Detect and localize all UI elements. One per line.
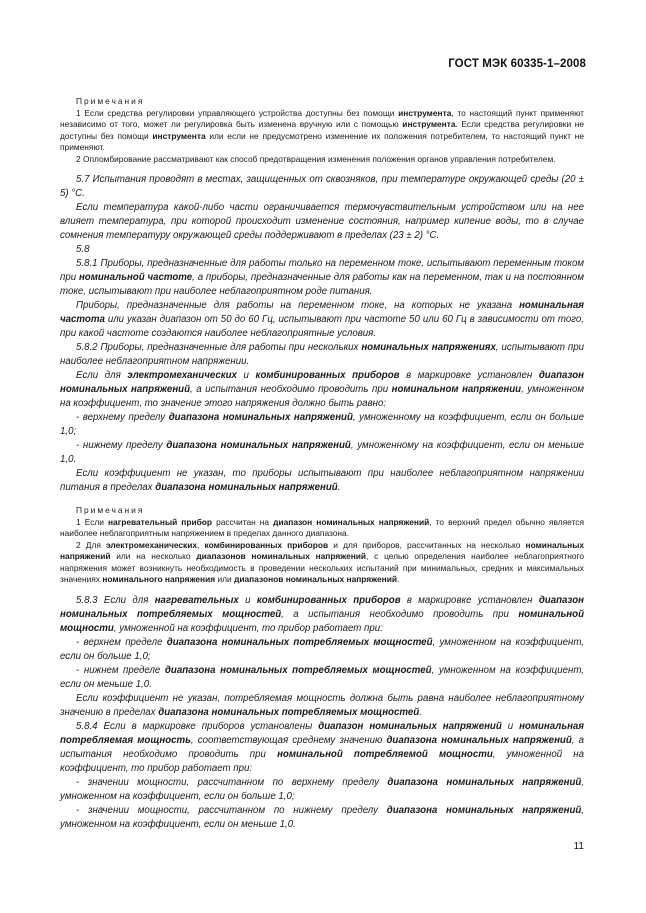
paragraph: Если для электромеханических и комбинированных приборов в маркировке установлен диапазон номинальных напряжений, а испытания необходимо проводить при номинальном напряжении, умноженном на коэффициент, то значение этого напряжения должно быть равно:	[60, 370, 585, 409]
list-item: - нижнем пределе диапазона номинальных потребляемых мощностей, умноженном на коэффициент, если он меньше 1,0.	[60, 664, 584, 690]
paragraph: 5.7 Испытания проводят в местах, защищенных от сквозняков, при температуре окружающей среды (20 ± 5) °С.	[60, 174, 584, 199]
section-5-8-3	[60, 594, 584, 832]
note-paragraph: 1 Если средства регулировки управляющего устройства доступны без помощи инструмента, то настоящий пункт применяют независимо от того, может ли регулировка быть изменена вручную или с помощью инструмента. Если средства регулировки не доступны без помощи инструмента или если не предусмотрено изменение их положения потребителем, то настоящий пункт не применяют.	[60, 107, 585, 152]
paragraph: 5.8.4 Если в маркировке приборов установлены диапазон номинальных напряжений и номинальная потребляемая мощность, соответствующая среднему значению диапазона номинальных напряжений, а испытания необходимо проводить при номинальной потребляемой мощности, умноженной на коэффициент, то прибор работает при:	[60, 720, 585, 774]
list-item: - значении мощности, рассчитанном по нижнему пределу диапазона номинальных напряжений, умноженном на коэффициент, если он меньше 1,0.	[60, 804, 584, 830]
list-item: - верхнему пределу диапазона номинальных напряжений, умноженному на коэффициент, если он больше 1,0;	[60, 412, 584, 437]
page-content	[60, 96, 584, 832]
notes-block-2	[60, 505, 584, 586]
paragraph: 5.8.3 Если для нагревательных и комбинированных приборов в маркировке установлен диапазон номинальных потребляемых мощностей, а испытания необходимо проводить при номинальной мощности, умноженной на коэффициент, то прибор работает при:	[60, 594, 584, 634]
paragraph: 5.8.2 Приборы, предназначенные для работы при нескольких номинальных напряжениях, испытывают при наиболее неблагоприятном напряжении.	[60, 342, 585, 367]
list-item: - нижнему пределу диапазона номинальных напряжений, умноженному на коэффициент, если он меньше 1,0.	[60, 440, 584, 465]
list-item: - верхнем пределе диапазона номинальных потребляемых мощностей, умноженном на коэффициент, если он больше 1,0;	[60, 636, 584, 662]
list-item: - значении мощности, рассчитанном по верхнему пределу диапазона номинальных напряжений, умноженном на коэффициент, если он больше 1,0;	[60, 776, 584, 802]
note-paragraph: 2 Для электромеханических, комбинированных приборов и для приборов, рассчитанных на несколько номинальных напряжений или на несколько диапазонов номинальных напряжений, с целью определения наиболее неблагоприятного напряжения может возникнуть необходимость в проведении нескольких испытаний при минимальных, средних и максимальных значениях номинального напряжения или диапазонов номинальных напряжений.	[60, 539, 585, 584]
paragraph: Если температура какой-либо части ограничивается термочувствительным устройством или на нее влияет температура, при которой происходит изменение состояния, например кипение воды, то в случае сомнения температуру окружающей среды поддерживают в пределах (23 ± 2) °С.	[60, 202, 584, 241]
note-paragraph: 2 Опломбирование рассматривают как способ предотвращения изменения положения органов управления потребителем.	[76, 153, 556, 164]
notes-title: Примечания	[76, 96, 145, 106]
section-5-7	[60, 173, 584, 495]
standard-header: ГОСТ МЭК 60335-1–2008	[448, 58, 586, 70]
page-number: 11	[573, 841, 584, 852]
section-number: 5.8	[76, 244, 90, 255]
notes-block-1	[60, 96, 584, 165]
paragraph: Если коэффициент не указан, то приборы испытывают при наиболее неблагоприятном напряжении питания в пределах диапазона номинальных напряжений.	[60, 468, 584, 493]
paragraph: Если коэффициент не указан, потребляемая мощность должна быть равна наиболее неблагоприятному значению в пределах диапазона номинальных потребляемых мощностей.	[60, 692, 584, 718]
notes-title: Примечания	[76, 505, 145, 515]
note-paragraph: 1 Если нагревательный прибор рассчитан на диапазон номинальных напряжений, то верхний предел обычно является наиболее неблагоприятным напряжением в пределах данного диапазона.	[60, 516, 584, 538]
paragraph: Приборы, предназначенные для работы на переменном токе, на которых не указана номинальная частота или указан диапазон от 50 до 60 Гц, испытывают при частоте 50 или 60 Гц в зависимости от того, при какой частоте создаются наиболее неблагоприятные условия.	[60, 300, 584, 339]
paragraph: 5.8.1 Приборы, предназначенные для работы только на переменном токе, испытывают переменным током при номинальной частоте, а приборы, предназначенные для работы как на переменном, так и на постоянном токе, испытывают при наиболее неблагоприятном роде питания.	[60, 258, 584, 297]
